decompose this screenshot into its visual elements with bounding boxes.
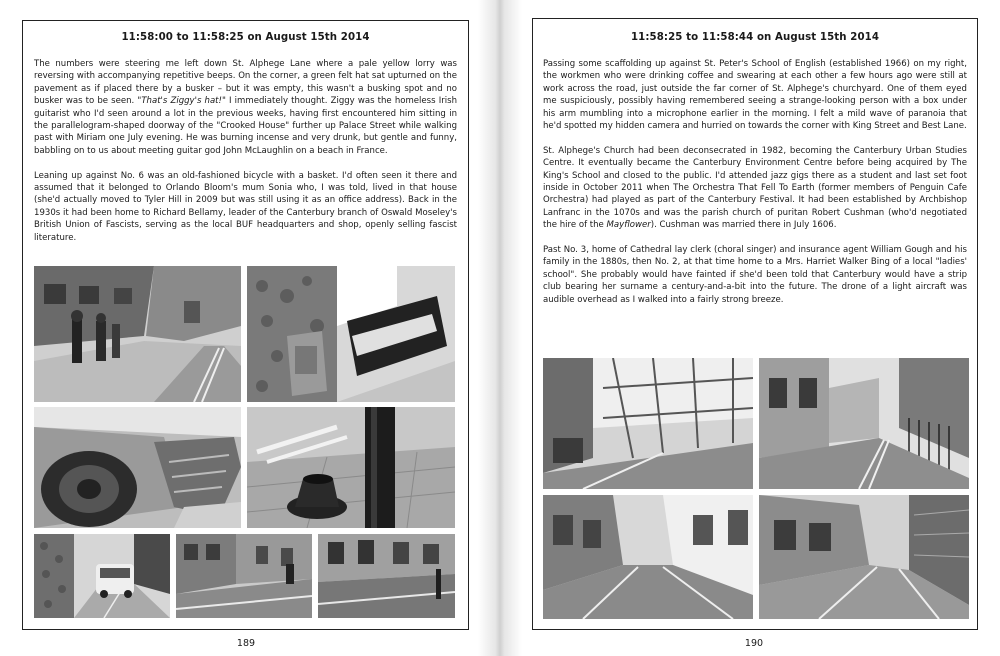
photo-van-in-lane	[34, 534, 170, 618]
page-title: 11:58:25 to 11:58:44 on August 15th 2014	[630, 32, 880, 43]
right-page	[532, 18, 978, 630]
paragraph	[34, 58, 457, 157]
photo-narrow-lane-one	[543, 495, 753, 619]
paragraph: Passing some scaffolding up against St. Peter's School of English (established 1966) on my right, the workmen who were drinking coffee and swearing at each other a few hours ago were still at work across the road, just outside the far corner of St. Alphege's churchyard. One of them eyed me suspiciously, possibly having remembered seeing a strange-looking person with a box under his arm mumbling into a microphone earlier in the morning. I felt a mild wave of paranoia that he'd spotted my hidden camera and hurried on towards the corner with King Street and Best Lane.	[543, 59, 967, 132]
page-number-right: 190	[744, 638, 764, 649]
page-body	[34, 58, 457, 256]
left-page	[22, 20, 469, 630]
page-number-left: 189	[236, 638, 256, 649]
text-run: " I immediately thought. Ziggy was the homeless Irish guitarist who I'd seen around a lot in the previous weeks, having first encountered him sitting in the parallelogram-shaped doorway of the "Crooked House" further up Palace Street while walking past with Miriam one July evening. He was burning incense and very drunk, but gentle and funny, babbling on to us about meeting guitar god John McLaughlin on a beach in France.	[34, 96, 457, 156]
photo-street-scene-three	[318, 534, 455, 618]
photo-narrow-lane-two	[759, 495, 969, 619]
photo-bollard-and-hat	[247, 407, 455, 528]
text-run: The numbers were steering me left down St. Alphege Lane where a pale yellow lorry was reversing with accompanying repetitive beeps. On the corner, a green felt hat sat upturned on the pavement as if placed there by a busker – but it was empty, this wasn't a busking spot and no busker was to be seen. "	[34, 59, 457, 107]
paragraph: Past No. 3, home of Cathedral lay clerk (choral singer) and insurance agent William Gough and his family in the 1880s, then No. 2, at that time home to a Mrs. Harriet Walker Bing of a local "ladies' school". She probably would have fainted if she'd been told that Canterbury would have a strip club bearing her surname a century-and-a-bit into the future. The drone of a light aircraft was audible overhead as I walked into a fairly strong breeze.	[543, 245, 967, 305]
photo-lorry-steps	[34, 407, 241, 528]
photo-street-with-pedestrians	[34, 266, 241, 402]
page-body	[543, 58, 967, 318]
photo-street-scene-two	[176, 534, 312, 618]
emphasis-text: Mayflower	[606, 220, 651, 231]
text-run: ). Cushman was married there in July 1606.	[650, 220, 837, 231]
text-run: St. Alphege's Church had been deconsecrated in 1982, becoming the Canterbury Urban Studies Centre. It eventually became the Canterbury Environment Centre before being acquired by The King's School and closed to the public. I'd attended jazz gigs there as a student and last set foot inside in October 2011 when The Orchestra That Fell To Earth (former members of Penguin Cafe Orchestra) had played as part of the Canterbury Festival. It had been established by Archbishop Lanfranc in the 1070s and was the parish church of puritan Robert Cushman (who'd negotiated the hire of the	[543, 145, 967, 231]
paragraph: Leaning up against No. 6 was an old-fashioned bicycle with a basket. I'd often seen it there and assumed that it belonged to Orlando Bloom's mum Sonia who, I was told, lived in that house (she'd actually moved to Tyler Hill in 2009 but was still using it as an office address). Back in the 1930s it had been home to Richard Bellamy, leader of the Canterbury branch of Oswald Moseley's British Union of Fascists, serving as the local BUF headquarters and shop, openly selling fascist literature.	[34, 170, 457, 243]
paragraph	[543, 145, 967, 232]
photo-bin-by-flint-wall	[247, 266, 455, 402]
photo-church-railings	[759, 358, 969, 489]
photo-scaffolding-corner	[543, 358, 753, 489]
book-gutter	[478, 0, 522, 656]
page-title: 11:58:00 to 11:58:25 on August 15th 2014	[121, 32, 370, 43]
emphasis-text: That's Ziggy's hat!	[141, 96, 222, 107]
